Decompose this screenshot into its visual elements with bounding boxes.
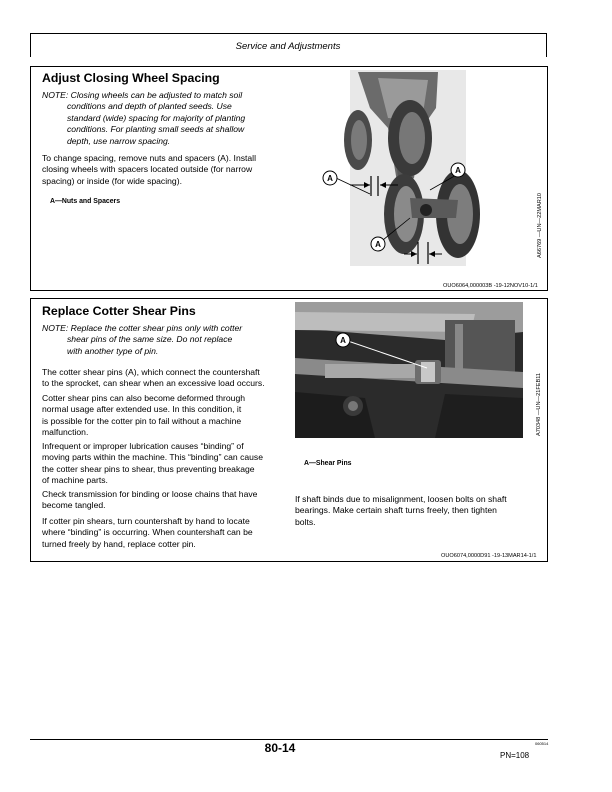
callout-label: A bbox=[340, 336, 346, 345]
figure-caption: A—Nuts and Spacers bbox=[50, 198, 121, 205]
note-line: depth, use narrow spacing. bbox=[67, 135, 171, 146]
callout-label: A bbox=[455, 166, 461, 175]
page-number: 80-14 bbox=[264, 741, 296, 755]
section-title: Replace Cotter Shear Pins bbox=[42, 304, 196, 318]
note-line: standard (wide) spacing for majority of planting bbox=[67, 112, 246, 123]
paragraph-line: spacing) or inside (for wide spacing). bbox=[42, 175, 182, 186]
paragraph-line: normal usage after extended use. In this condition, it bbox=[42, 404, 242, 415]
paragraph bbox=[42, 367, 292, 390]
closing-wheel-figure bbox=[318, 68, 528, 270]
running-head: Service and Adjustments bbox=[235, 41, 341, 52]
figure-caption: A—Shear Pins bbox=[304, 460, 352, 467]
reference-code: OUO6074,0000D91 -19-13MAR14-1/1 bbox=[441, 553, 537, 559]
paragraph bbox=[42, 441, 292, 487]
paragraph bbox=[42, 393, 292, 439]
paragraph-line: If shaft binds due to misalignment, loosen bolts on shaft bbox=[295, 494, 507, 504]
note-line: NOTE: Closing wheels can be adjusted to match soil bbox=[42, 90, 243, 100]
paragraph-line: of machine parts. bbox=[42, 475, 108, 486]
pn-label: PN=108 bbox=[500, 751, 530, 760]
date-code: 060514 bbox=[535, 741, 549, 746]
paragraph-line: where “binding” is occurring. When countershaft can be bbox=[42, 527, 253, 538]
shear-pin-photo bbox=[295, 302, 523, 438]
paragraph-line: bearings. Make certain shaft turns freely, then tighten bbox=[295, 505, 497, 516]
figure-code: A66769 —UN—22MAR10 bbox=[537, 193, 543, 258]
paragraph-line: become tangled. bbox=[42, 500, 106, 511]
note-line: conditions and depth of planted seeds. Use bbox=[67, 101, 232, 112]
paragraph-line: to the sprocket, can shear when an excessive load occurs. bbox=[42, 378, 265, 389]
callout-label: A bbox=[327, 174, 333, 183]
paragraph-line: Check transmission for binding or loose chains that have bbox=[42, 489, 258, 499]
paragraph-line: bolts. bbox=[295, 516, 316, 527]
paragraph-line: Cotter shear pins can also become deformed through bbox=[42, 393, 246, 403]
instruction-paragraph bbox=[42, 153, 287, 187]
paragraph-line: If cotter pin shears, turn countershaft by hand to locate bbox=[42, 516, 250, 526]
reference-code: OUO6064,000003B -19-12NOV10-1/1 bbox=[443, 283, 538, 289]
figure-code: A70348 —UN—21FEB11 bbox=[536, 372, 542, 436]
paragraph-line: The cotter shear pins (A), which connect the countershaft bbox=[42, 367, 260, 377]
paragraph-line: is possible for the cotter pin to fail without a machine bbox=[42, 415, 242, 426]
paragraph-line: moving parts within the machine. This “binding” can cause bbox=[42, 452, 264, 463]
callout-label: A bbox=[375, 240, 381, 249]
note-line: with another type of pin. bbox=[67, 345, 159, 356]
header-rule-right bbox=[546, 33, 547, 57]
paragraph-line: To change spacing, remove nuts and spacers (A). Install bbox=[42, 153, 256, 163]
note bbox=[42, 90, 287, 147]
paragraph-line: Infrequent or improper lubrication causes “binding” of bbox=[42, 441, 244, 451]
paragraph bbox=[295, 494, 540, 528]
section-title: Adjust Closing Wheel Spacing bbox=[42, 71, 220, 85]
paragraph-line: turned freely by hand, replace cotter pin. bbox=[42, 538, 196, 549]
note-line: conditions. For planting small seeds at shallow bbox=[67, 124, 245, 135]
note-line: NOTE: Replace the cotter shear pins only with cotter bbox=[42, 323, 243, 333]
header-rule bbox=[30, 33, 546, 34]
footer-rule bbox=[30, 739, 548, 740]
paragraph-line: the cotter shear pins to shear, thus preventing breakage bbox=[42, 463, 255, 474]
note bbox=[42, 323, 287, 357]
paragraph-line: malfunction. bbox=[42, 427, 89, 438]
paragraph-line: closing wheels with spacers located outside (for narrow bbox=[42, 164, 253, 175]
paragraph bbox=[42, 516, 292, 550]
note-line: shear pins of the same size. Do not replace bbox=[67, 334, 233, 345]
paragraph bbox=[42, 489, 292, 512]
